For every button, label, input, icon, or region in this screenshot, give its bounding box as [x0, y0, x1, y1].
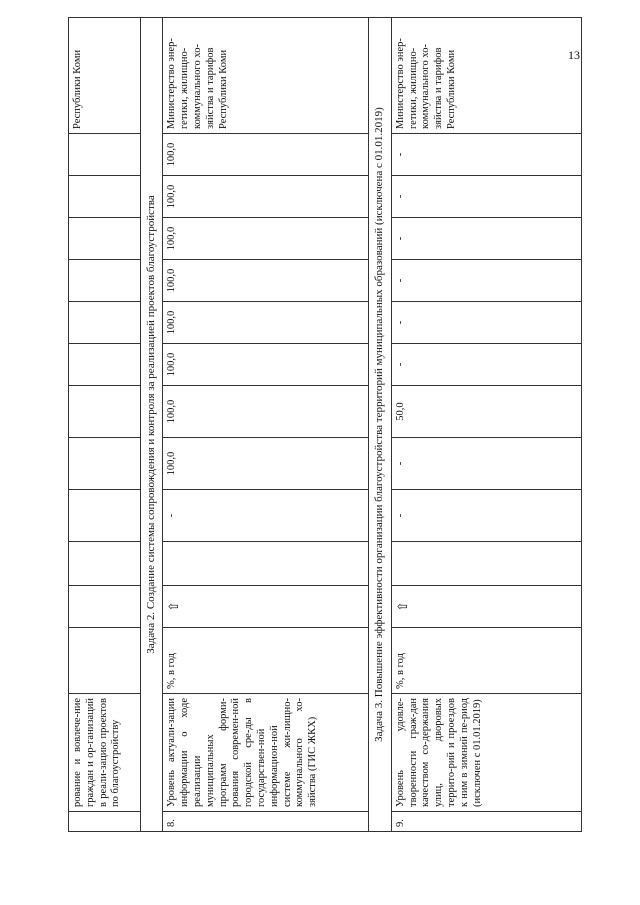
row-num [69, 812, 141, 832]
section-row [369, 18, 391, 832]
row-name: Уровень удовле-творенности граж-дан качеством со-держания улиц, дворовых террито-рий и проездов к ним в зимний пе-риод (исключен с 01.01.2019) [391, 694, 581, 812]
indicators-table [68, 17, 582, 832]
row-value [69, 490, 141, 542]
row-value: 50,0 [391, 386, 581, 438]
row-value: 100,0 [163, 302, 369, 344]
row-value: 100,0 [163, 344, 369, 386]
row-value: - [391, 260, 581, 302]
row-value: 100,0 [163, 134, 369, 176]
rotated-table-area [68, 34, 628, 832]
row-value [69, 542, 141, 586]
row-value: - [391, 490, 581, 542]
page-number: 13 [568, 48, 580, 62]
row-value: 100,0 [163, 386, 369, 438]
row-trend: ⇧ [391, 586, 581, 628]
row-value [391, 542, 581, 586]
section-row [141, 18, 163, 832]
row-num: 8. [163, 812, 369, 832]
row-num: 9. [391, 812, 581, 832]
row-value: - [391, 218, 581, 260]
table-container [68, 34, 628, 832]
row-value: 100,0 [163, 176, 369, 218]
row-value [69, 386, 141, 438]
row-value: 100,0 [163, 260, 369, 302]
task-2-heading: Задача 2. Создание системы сопровождения и контроля за реализацией проектов благоустройства [141, 18, 163, 832]
row-unit: %, в год [391, 628, 581, 694]
row-value: - [391, 344, 581, 386]
row-value [69, 438, 141, 490]
row-value: 100,0 [163, 438, 369, 490]
row-unit [69, 628, 141, 694]
row-value [69, 344, 141, 386]
row-value: - [391, 134, 581, 176]
row-trend: ⇧ [163, 586, 369, 628]
row-responsible: Республики Коми [69, 18, 141, 134]
task-3-heading: Задача 3. Повышение эффективности организации благоустройства территорий муниципальных образований (исключена с 01.01.2019) [369, 18, 391, 832]
row-unit: %, в год [163, 628, 369, 694]
table-row [163, 18, 369, 832]
row-value [69, 218, 141, 260]
table-row [69, 18, 141, 832]
row-value: - [391, 176, 581, 218]
row-name: рование и вовлече-ние граждан и ор-ганизаций в реали-зацию проектов по благоустройству [69, 694, 141, 812]
row-value [163, 542, 369, 586]
row-value: - [391, 302, 581, 344]
row-value: - [391, 438, 581, 490]
row-name: Уровень актуали-зации информации о ходе реализации муниципальных программ форми-рования современ-ной городской сре-ды в государствен-ной информацион-ной системе жи-лищно-коммунального хо-зяйства (ГИС ЖКХ) [163, 694, 369, 812]
row-value [69, 302, 141, 344]
row-value: 100,0 [163, 218, 369, 260]
table-row [391, 18, 581, 832]
row-trend [69, 586, 141, 628]
row-value [69, 134, 141, 176]
row-value [69, 176, 141, 218]
row-value [69, 260, 141, 302]
row-value: - [163, 490, 369, 542]
row-responsible: Министерство энер-гетики, жилищно-коммунального хо-зяйства и тарифов Республики Коми [163, 18, 369, 134]
row-responsible: Министерство энер-гетики, жилищно-коммунального хо-зяйства и тарифов Республики Коми [391, 18, 581, 134]
